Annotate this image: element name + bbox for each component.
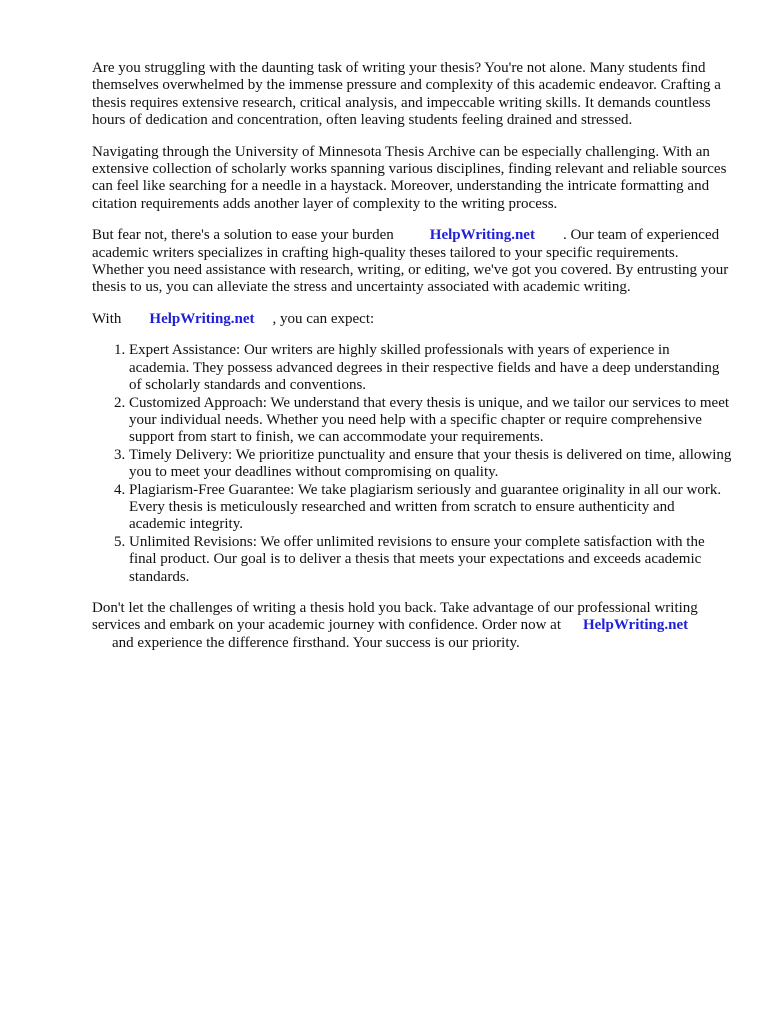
list-item: 2. Customized Approach: We understand that every thesis is unique, and we tailor our services to meet your individual needs. Whether you need help with a specific chapter or require comprehensive support from start to finish, we can accommodate your requirements. [129, 395, 732, 447]
solution-text-before: But fear not, there's a solution to ease your burden [92, 227, 394, 244]
archive-paragraph: Navigating through the University of Minnesota Thesis Archive can be especially challenging. With an extensive collection of scholarly works spanning various disciplines, finding relevant and reliable sources can feel like searching for a needle in a haystack. Moreover, understanding the intricate formatting and citation requirements adds another layer of complexity to the writing process. [92, 143, 727, 212]
benefits-list [92, 342, 732, 586]
helpwriting-link[interactable]: HelpWriting.net [149, 310, 255, 327]
closing-paragraph [92, 600, 732, 652]
expect-text-before: With [92, 310, 122, 327]
expect-paragraph [92, 311, 732, 328]
list-item: 5. Unlimited Revisions: We offer unlimited revisions to ensure your complete satisfaction with the final product. Our goal is to deliver a thesis that meets your expectations and exceeds academic standards. [129, 534, 732, 586]
closing-text-before: Don't let the challenges of writing a thesis hold you back. Take advantage of our professional writing services and embark on your academic journey with confidence. Order now at [92, 599, 698, 634]
solution-paragraph [92, 227, 732, 297]
closing-text-after: and experience the difference firsthand. Your success is our priority. [112, 634, 520, 651]
helpwriting-link[interactable]: HelpWriting.net [429, 227, 535, 244]
solution-text-after: . Our team of experienced academic writers specializes in crafting high-quality theses tailored to your specific requirements. Whether you need assistance with research, writing, or editing, we've got you covered. By entrusting your thesis to us, you can alleviate the stress and uncertainty associated with academic writing. [92, 227, 729, 296]
expect-text-after: , you can expect: [272, 310, 375, 327]
document-page [92, 60, 732, 666]
helpwriting-link[interactable]: HelpWriting.net [582, 617, 689, 634]
list-item: 1. Expert Assistance: Our writers are highly skilled professionals with years of experience in academia. They possess advanced degrees in their respective fields and have a deep understanding of scholarly standards and conventions. [129, 342, 732, 394]
list-item: 4. Plagiarism-Free Guarantee: We take plagiarism seriously and guarantee originality in all our work. Every thesis is meticulously researched and written from scratch to ensure authenticity and academic integrity. [129, 482, 732, 534]
intro-paragraph: Are you struggling with the daunting task of writing your thesis? You're not alone. Many students find themselves overwhelmed by the immense pressure and complexity of this academic endeavor. Crafting a thesis requires extensive research, critical analysis, and impeccable writing skills. It demands countless hours of dedication and concentration, often leaving students feeling drained and stressed. [92, 60, 721, 129]
list-item: 3. Timely Delivery: We prioritize punctuality and ensure that your thesis is delivered on time, allowing you to meet your deadlines without compromising on quality. [129, 447, 732, 482]
